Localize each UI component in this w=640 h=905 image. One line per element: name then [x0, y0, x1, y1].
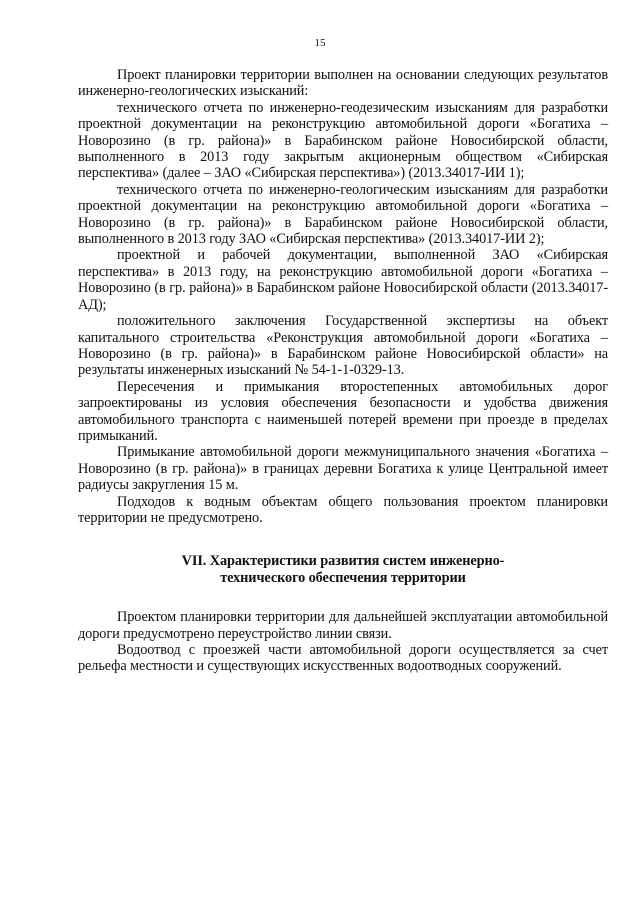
paragraph-communication-line: Проектом планировки территории для дальнейшей эксплуатации автомобильной дороги предусмотрено переустройство линии связи.: [78, 609, 608, 642]
paragraph-expert-conclusion: положительного заключения Государственной экспертизы на объект капитального строительства «Реконструкция автомобильной дороги «Богатиха – Новорозино (в гр. района)» в Барабинском районе Новосибирской области» на результаты инженерных изысканий № 54-1-1-0329-13.: [78, 313, 608, 379]
page-number: 15: [314, 37, 326, 49]
paragraph-design-documentation: проектной и рабочей документации, выполненной ЗАО «Сибирская перспектива» в 2013 году, на реконструкцию автомобильной дороги «Богатиха – Новорозино (в гр. района)» в Барабинском районе Новосибирской области (2013.34017-АД);: [78, 247, 608, 313]
section-heading: VII. Характеристики развития систем инженерно-технического обеспечения территории: [181, 553, 505, 586]
spacer: [78, 526, 608, 553]
paragraph-intro: Проект планировки территории выполнен на основании следующих результатов инженерно-геологических изысканий:: [78, 67, 608, 100]
paragraph-drainage: Водоотвод с проезжей части автомобильной дороги осуществляется за счет рельефа местности и существующих искусственных водоотводных сооружений.: [78, 642, 608, 675]
spacer: [78, 586, 608, 609]
paragraph-geodetic-report: технического отчета по инженерно-геодезическим изысканиям для разработки проектной документации на реконструкцию автомобильной дороги «Богатиха – Новорозино (в гр. района)» в Барабинском районе Новосибирской области, выполненного в 2013 году закрытым акционерным обществом «Сибирская перспектива» (далее – ЗАО «Сибирская перспектива») (2013.34017-ИИ 1);: [78, 99, 608, 182]
paragraph-junction-radius: Примыкание автомобильной дороги межмуниципального значения «Богатиха – Новорозино (в гр. района)» в границах деревни Богатиха к улице Центральной имеет радиусы закругления 15 м.: [78, 444, 608, 494]
paragraph-geological-report: технического отчета по инженерно-геологическим изысканиям для разработки проектной документации на реконструкцию автомобильной дороги «Богатиха – Новорозино (в гр. района)» в Барабинском районе Новосибирской области, выполненного в 2013 году ЗАО «Сибирская перспектива» (2013.34017-ИИ 2);: [78, 181, 608, 248]
document-body: [78, 67, 608, 675]
paragraph-water-access: Подходов к водным объектам общего пользования проектом планировки территории не предусмотрено.: [78, 493, 608, 526]
paragraph-intersections: Пересечения и примыкания второстепенных автомобильных дорог запроектированы из условия обеспечения безопасности и удобства движения автомобильного транспорта с наименьшей потерей времени при проезде в пределах примыканий.: [78, 378, 608, 444]
